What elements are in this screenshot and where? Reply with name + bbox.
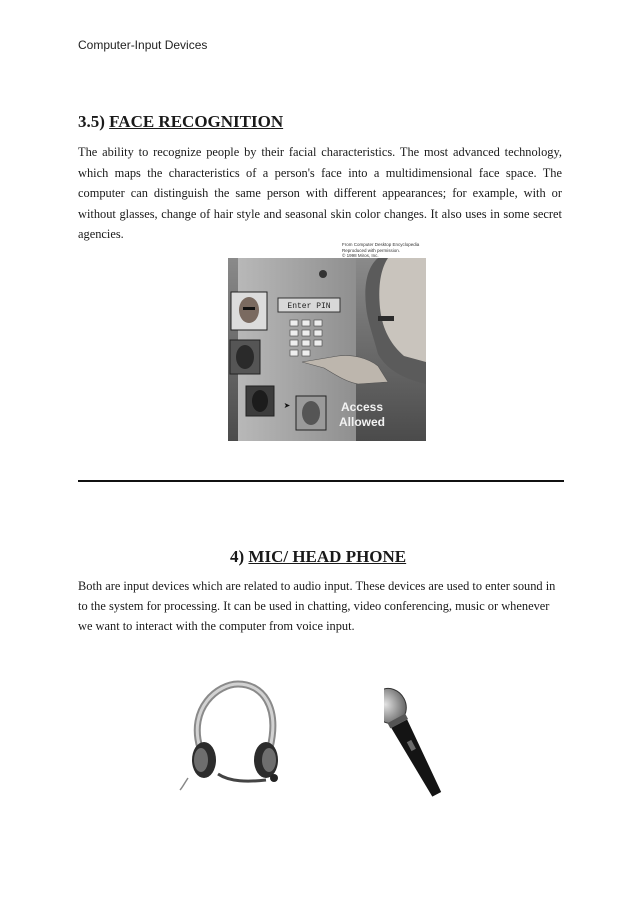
section-number: 3.5): [78, 112, 105, 131]
section-divider: [78, 480, 564, 482]
figure-credit: [342, 242, 419, 259]
section-title: FACE RECOGNITION: [109, 112, 284, 131]
access-status-line1: Access: [340, 400, 384, 414]
credit-line: Reproduced with permission.: [342, 247, 401, 253]
headset-icon: [178, 678, 288, 794]
mic-headphone-heading: [230, 547, 406, 567]
credit-line: © 1998 Miros, Inc.: [342, 253, 379, 258]
credit-line: From Computer Desktop Encyclopedia: [342, 242, 420, 247]
face-recognition-figure: [228, 258, 426, 441]
mic-headphone-paragraph: Both are input devices which are related to audio input. These devices are used to enter sound in to the system for processing. It can be used in chatting, video conferencing, music or whenever we want to interact with the computer from voice input.: [78, 579, 556, 633]
keypad-label: Enter PIN: [287, 302, 331, 311]
section-title: MIC/ HEAD PHONE: [248, 547, 407, 566]
camera-lens-icon: [319, 270, 327, 278]
access-status-line2: Allowed: [338, 415, 386, 429]
arrow-icon: ➤: [283, 401, 291, 410]
face-recognition-paragraph: The ability to recognize people by their facial characteristics. The most advanced technology, which maps the characteristics of a person's face into a multidimensional face space. The computer can distinguish the same person with different appearances; for example, with or without glasses, change of hair style and seasonal skin color changes. It also uses in some secret agencies.: [78, 145, 562, 241]
microphone-icon: [384, 673, 456, 799]
page-header: Computer-Input Devices: [78, 38, 208, 52]
section-number: 4): [230, 547, 245, 566]
face-recognition-heading: [78, 112, 283, 132]
